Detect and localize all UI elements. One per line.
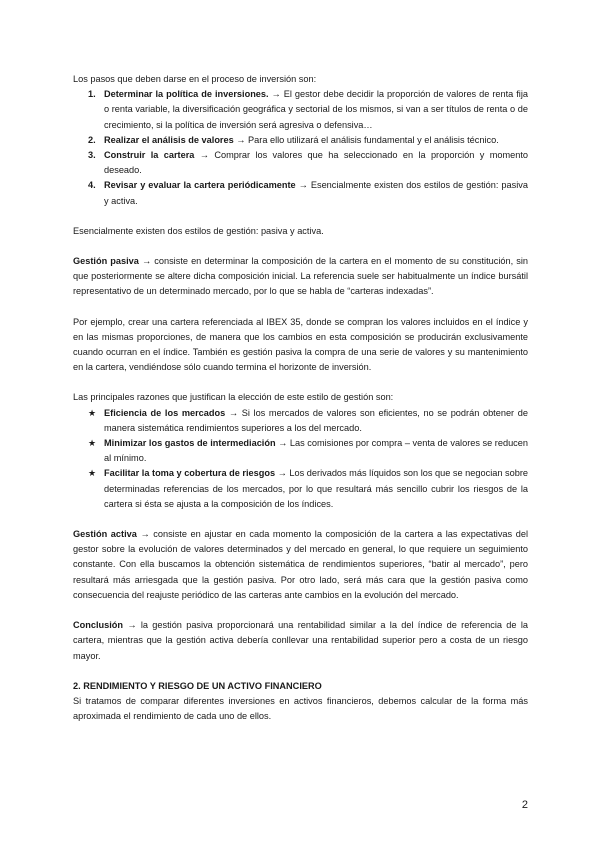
active-management-paragraph: [73, 527, 528, 603]
document-page: [73, 72, 528, 724]
reason-item: [73, 406, 528, 436]
reason-item: [73, 466, 528, 512]
page-number: 2: [521, 799, 528, 811]
step-item: [73, 87, 528, 133]
step-title: Realizar el análisis de valores: [104, 134, 234, 145]
step-number: 2.: [88, 134, 96, 145]
investment-steps-list: [73, 87, 528, 209]
step-text: → Comprar los valores que ha seleccionado en la proporción y momento deseado.: [104, 150, 528, 176]
conclusion-paragraph: [73, 618, 528, 664]
reason-text: → Si los mercados de valores son eficientes, no se podrán obtener de manera sistemática rendimientos superiores a los del mercado.: [104, 407, 528, 433]
step-title: Revisar y evaluar la cartera periódicamente: [104, 180, 296, 191]
passive-term: Gestión pasiva: [73, 256, 139, 267]
styles-paragraph: Esencialmente existen dos estilos de gestión: pasiva y activa.: [73, 225, 324, 236]
step-title: Determinar la política de inversiones.: [104, 89, 269, 100]
star-bullet-icon: ★: [88, 407, 97, 418]
step-number: 1.: [88, 89, 96, 100]
star-bullet-icon: ★: [88, 438, 97, 449]
active-term: Gestión activa: [73, 529, 137, 540]
passive-management-paragraph: [73, 254, 528, 300]
step-text: → Para ello utilizará el análisis fundamental y el análisis técnico.: [233, 134, 499, 145]
reason-title: Eficiencia de los mercados: [104, 407, 226, 418]
active-text: → consiste en ajustar en cada momento la composición de la cartera a las expectativas del gestor sobre la evolución de valores determinados y del mercado en general, lo que requiere un seguimiento constante. Con ella buscamos la obtención sistemática de rendimientos superiores, “batir al mercado”, pero resultará más arriesgada que la gestión pasiva. Por otro lado, será más cara que la gestión pasiva como consecuencia del reajuste periódico de las carteras ante cambios en la evolución del mercado.: [73, 529, 528, 600]
reason-title: Facilitar la toma y cobertura de riesgos: [104, 468, 276, 479]
step-text: → Esencialmente existen dos estilos de gestión: pasiva y activa.: [104, 180, 528, 206]
step-number: 4.: [88, 180, 96, 191]
reason-text: → Las comisiones por compra – venta de valores se reducen al mínimo.: [104, 438, 528, 464]
reasons-list: [73, 406, 528, 512]
reason-item: [73, 436, 528, 466]
star-bullet-icon: ★: [88, 468, 97, 479]
example-paragraph: Por ejemplo, crear una cartera referenciada al IBEX 35, donde se compran los valores incluidos en el índice y en las mismas proporciones, de manera que los cambios en esta composición se producirán exclusivamente cuando ocurran en el índice. También es gestión pasiva la compra de una serie de valores y su mantenimiento en la cartera, vendiéndose sólo cuando termina el horizonte de inversión.: [73, 316, 528, 373]
reason-text: → Los derivados más líquidos son los que se negocian sobre determinadas referencias de los mercados, por lo que resultará más sencillo cubrir los riesgos de la cartera si ésta se ajusta a la composición de los índices.: [104, 468, 528, 509]
conclusion-term: Conclusión: [73, 620, 124, 631]
step-item: [73, 133, 528, 148]
section-heading: 2. RENDIMIENTO Y RIESGO DE UN ACTIVO FINANCIERO: [73, 680, 322, 691]
reason-title: Minimizar los gastos de intermediación: [104, 438, 276, 449]
step-item: [73, 148, 528, 178]
step-text: → El gestor debe decidir la proporción de valores de renta fija o renta variable, la diversificación geográfica y sectorial de los mismos, si van a ser títulos de renta o de crecimiento, si la política de inversión será agresiva o defensiva…: [104, 89, 528, 130]
passive-text: → consiste en determinar la composición de la cartera en el momento de su constitución, sin que posteriormente se altere dicha composición inicial. La referencia suele ser habitualmente un índice bursátil representativo de un determinado mercado, por lo que se habla de “carteras indexadas”.: [73, 256, 529, 297]
step-item: [73, 178, 528, 208]
intro-paragraph: Los pasos que deben darse en el proceso de inversión son:: [73, 74, 317, 84]
step-title: Construir la cartera: [104, 150, 195, 161]
section-paragraph: Si tratamos de comparar diferentes inversiones en activos financieros, debemos calcular de la forma más aproximada el rendimiento de cada uno de ellos.: [73, 695, 528, 722]
step-number: 3.: [88, 150, 96, 161]
reasons-intro: Las principales razones que justifican la elección de este estilo de gestión son:: [73, 392, 394, 403]
conclusion-text: → la gestión pasiva proporcionará una rentabilidad similar a la del índice de referencia de la cartera, mientras que la gestión activa debería conllevar una rentabilidad superior pero a costa de un riesgo mayor.: [73, 620, 528, 661]
